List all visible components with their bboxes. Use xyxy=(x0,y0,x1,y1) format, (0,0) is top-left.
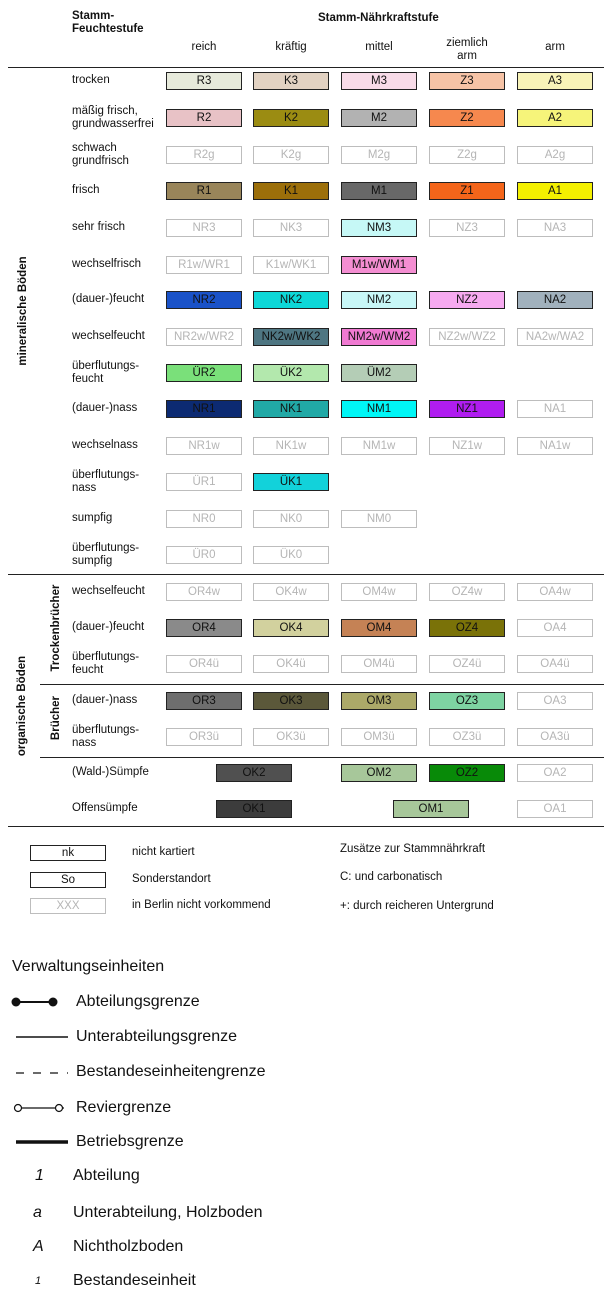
soil-cell: OZ4w xyxy=(429,583,505,601)
soil-cell: Z1 xyxy=(429,182,505,200)
soil-cell: ÜR2 xyxy=(166,364,242,382)
row-label: überflutungs- nass xyxy=(72,724,140,749)
symbol-label: Unterabteilung, Holzboden xyxy=(73,1204,263,1221)
line-symbols xyxy=(0,0,80,1160)
symbol-glyph: 1 xyxy=(35,1275,42,1287)
soil-cell: OM1 xyxy=(393,800,469,818)
column-header: arm xyxy=(545,41,565,53)
soil-cell: OK4ü xyxy=(253,655,329,673)
soil-cell: Z2 xyxy=(429,109,505,127)
symbol-label: Nichtholzboden xyxy=(73,1238,184,1255)
row-label: wechselnass xyxy=(72,439,138,451)
soil-cell: M2 xyxy=(341,109,417,127)
soil-cell: ÜR0 xyxy=(166,546,242,564)
soil-cell: NM2 xyxy=(341,291,417,309)
soil-cell: OA4 xyxy=(517,619,593,637)
row-label: (dauer-)feucht xyxy=(72,293,145,305)
soil-cell: NA2w/WA2 xyxy=(517,328,593,346)
soil-cell: NR1 xyxy=(166,400,242,418)
row-label: (dauer-)nass xyxy=(72,694,138,706)
row-label: sehr frisch xyxy=(72,221,126,233)
row-label: schwach grundfrisch xyxy=(72,142,129,167)
soil-cell: NR1w xyxy=(166,437,242,455)
soil-cell: ÜK2 xyxy=(253,364,329,382)
soil-cell: OR4ü xyxy=(166,655,242,673)
soil-cell: R2g xyxy=(166,146,242,164)
verwaltung-title: Verwaltungseinheiten xyxy=(12,958,165,975)
soil-cell: NZ1 xyxy=(429,400,505,418)
soil-cell: OA1 xyxy=(517,800,593,818)
divider-bruecher-suempfe xyxy=(40,757,604,758)
soil-cell: M3 xyxy=(341,72,417,90)
row-label: überflutungs- feucht xyxy=(72,360,140,385)
soil-cell: ÜM2 xyxy=(341,364,417,382)
soil-cell: OA4ü xyxy=(517,655,593,673)
soil-cell: OK3 xyxy=(253,692,329,710)
soil-cell: K2g xyxy=(253,146,329,164)
soil-cell: NZ3 xyxy=(429,219,505,237)
additions-title: Zusätze zur Stammnährkraft xyxy=(340,843,486,855)
soil-cell: OA2 xyxy=(517,764,593,782)
line-legend-label: Reviergrenze xyxy=(76,1099,172,1116)
divider-mineral-organic xyxy=(8,574,604,575)
soil-cell: K2 xyxy=(253,109,329,127)
column-header: kräftig xyxy=(275,41,307,53)
row-label: wechselfeucht xyxy=(72,585,145,597)
soil-cell: NK0 xyxy=(253,510,329,528)
soil-cell: NZ1w xyxy=(429,437,505,455)
soil-cell: R1w/WR1 xyxy=(166,256,242,274)
soil-cell: OK4w xyxy=(253,583,329,601)
group-label-mineral: mineralische Böden xyxy=(17,256,29,366)
reviergrenze-symbol xyxy=(14,1105,64,1112)
soil-cell: OM3ü xyxy=(341,728,417,746)
soil-cell: NR2 xyxy=(166,291,242,309)
legend-box: So xyxy=(30,872,106,888)
line-legend-label: Bestandeseinheitengrenze xyxy=(76,1063,266,1080)
soil-cell: NM2w/WM2 xyxy=(341,328,417,346)
soil-cell: A2 xyxy=(517,109,593,127)
soil-cell: R1 xyxy=(166,182,242,200)
row-label: wechselfrisch xyxy=(72,258,142,270)
soil-cell: OR4w xyxy=(166,583,242,601)
column-header: ziemlich arm xyxy=(446,37,488,62)
soil-cell: OM2 xyxy=(341,764,417,782)
soil-cell: ÜK0 xyxy=(253,546,329,564)
row-label: wechselfeucht xyxy=(72,330,145,342)
soil-cell: NK1 xyxy=(253,400,329,418)
soil-cell: R2 xyxy=(166,109,242,127)
legend-text: nicht kartiert xyxy=(132,846,195,858)
soil-cell: NK2 xyxy=(253,291,329,309)
soil-cell: NK1w xyxy=(253,437,329,455)
soil-cell: OA3 xyxy=(517,692,593,710)
legend-text: in Berlin nicht vorkommend xyxy=(132,899,271,911)
row-label: überflutungs- sumpfig xyxy=(72,542,140,567)
soil-cell: OM4ü xyxy=(341,655,417,673)
line-legend-label: Unterabteilungsgrenze xyxy=(76,1028,237,1045)
naehr-header: Stamm-Nährkraftstufe xyxy=(318,12,439,24)
group-label-bruecher: Brücher xyxy=(50,695,62,741)
soil-cell: NA3 xyxy=(517,219,593,237)
legend-text: Sonderstandort xyxy=(132,873,211,885)
row-label: mäßig frisch, grundwasserfrei xyxy=(72,105,154,130)
feuchte-header: Stamm- Feuchtestufe xyxy=(72,10,144,35)
soil-cell: NR0 xyxy=(166,510,242,528)
soil-cell: OZ4 xyxy=(429,619,505,637)
soil-cell: Z2g xyxy=(429,146,505,164)
soil-cell: OZ2 xyxy=(429,764,505,782)
row-label: überflutungs- nass xyxy=(72,469,140,494)
group-label-trocken: Trockenbrücher xyxy=(50,584,62,672)
divider-trocken-bruecher xyxy=(40,684,604,685)
soil-cell: OK3ü xyxy=(253,728,329,746)
soil-cell: NM1 xyxy=(341,400,417,418)
soil-cell: NK3 xyxy=(253,219,329,237)
soil-cell: OR3ü xyxy=(166,728,242,746)
soil-cell: A2g xyxy=(517,146,593,164)
legend-box: nk xyxy=(30,845,106,861)
soil-cell: A3 xyxy=(517,72,593,90)
symbol-glyph: 1 xyxy=(35,1167,44,1184)
column-header: reich xyxy=(191,41,217,53)
soil-cell: K3 xyxy=(253,72,329,90)
soil-cell: OR4 xyxy=(166,619,242,637)
soil-cell: NA1w xyxy=(517,437,593,455)
row-label: trocken xyxy=(72,74,110,86)
soil-cell: OA4w xyxy=(517,583,593,601)
soil-cell: OM3 xyxy=(341,692,417,710)
soil-cell: OZ4ü xyxy=(429,655,505,673)
divider-bottom xyxy=(8,826,604,827)
soil-cell: OZ3 xyxy=(429,692,505,710)
symbol-glyph: a xyxy=(33,1204,42,1221)
row-label: frisch xyxy=(72,184,100,196)
soil-cell: OA3ü xyxy=(517,728,593,746)
symbol-glyph: A xyxy=(33,1238,44,1255)
soil-cell: NR3 xyxy=(166,219,242,237)
row-label: überflutungs- feucht xyxy=(72,651,140,676)
abteilungsgrenze-symbol xyxy=(12,998,58,1007)
soil-cell: NM3 xyxy=(341,219,417,237)
soil-cell: NM0 xyxy=(341,510,417,528)
line-legend-label: Abteilungsgrenze xyxy=(76,993,200,1010)
soil-cell: M1 xyxy=(341,182,417,200)
soil-cell: ÜK1 xyxy=(253,473,329,491)
row-label: (Wald-)Sümpfe xyxy=(72,766,149,778)
soil-cell: Z3 xyxy=(429,72,505,90)
soil-cell: OM4w xyxy=(341,583,417,601)
soil-cell: K1 xyxy=(253,182,329,200)
soil-cell: A1 xyxy=(517,182,593,200)
divider-top xyxy=(8,67,604,68)
row-label: (dauer-)feucht xyxy=(72,621,145,633)
soil-cell: M2g xyxy=(341,146,417,164)
soil-cell: OK2 xyxy=(216,764,292,782)
soil-cell: NZ2w/WZ2 xyxy=(429,328,505,346)
column-header: mittel xyxy=(365,41,393,53)
row-label: sumpfig xyxy=(72,512,113,524)
soil-cell: NA2 xyxy=(517,291,593,309)
soil-cell: K1w/WK1 xyxy=(253,256,329,274)
soil-cell: NA1 xyxy=(517,400,593,418)
row-label: Offensümpfe xyxy=(72,802,138,814)
soil-cell: NR2w/WR2 xyxy=(166,328,242,346)
addition-item: +: durch reicheren Untergrund xyxy=(340,900,494,912)
soil-cell: ÜR1 xyxy=(166,473,242,491)
soil-cell: OR3 xyxy=(166,692,242,710)
soil-cell: NK2w/WK2 xyxy=(253,328,329,346)
soil-cell: NM1w xyxy=(341,437,417,455)
soil-cell: OZ3ü xyxy=(429,728,505,746)
group-label-organic: organische Böden xyxy=(16,655,28,757)
soil-cell: R3 xyxy=(166,72,242,90)
soil-cell: NZ2 xyxy=(429,291,505,309)
soil-cell: M1w/WM1 xyxy=(341,256,417,274)
soil-cell: OK4 xyxy=(253,619,329,637)
addition-item: C: und carbonatisch xyxy=(340,871,443,883)
legend-box: XXX xyxy=(30,898,106,914)
symbol-label: Bestandeseinheit xyxy=(73,1272,196,1289)
soil-cell: OK1 xyxy=(216,800,292,818)
row-label: (dauer-)nass xyxy=(72,402,138,414)
symbol-label: Abteilung xyxy=(73,1167,140,1184)
soil-cell: OM4 xyxy=(341,619,417,637)
line-legend-label: Betriebsgrenze xyxy=(76,1133,184,1150)
